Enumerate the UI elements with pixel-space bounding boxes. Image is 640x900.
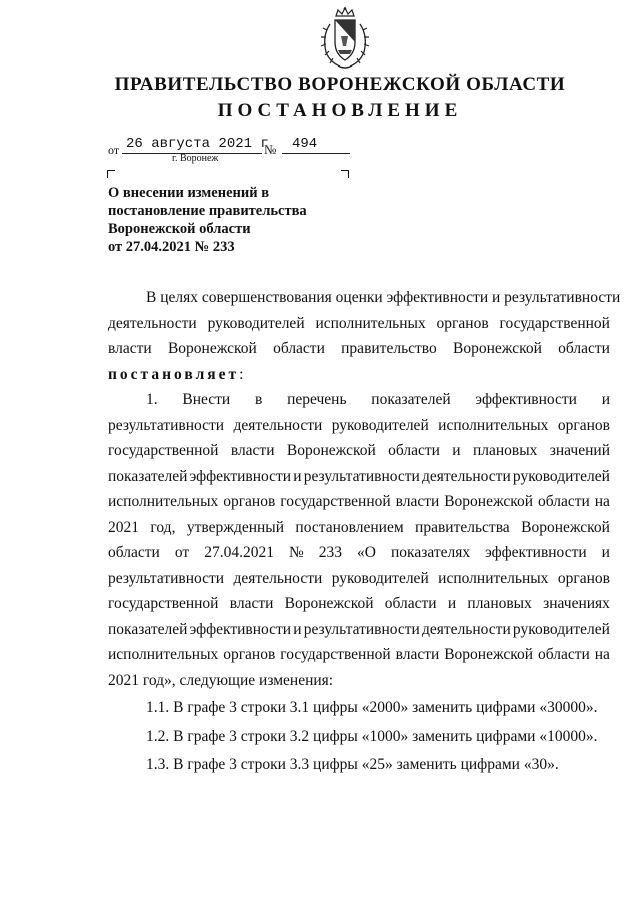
word: руководителей: [331, 416, 429, 434]
word: области: [538, 646, 590, 663]
subject-bracket-left: [107, 170, 115, 178]
word: и: [293, 620, 302, 638]
word: области: [538, 493, 590, 510]
word: исполнительных: [438, 416, 549, 434]
resolves-line: [108, 362, 610, 388]
word: деятельности: [422, 467, 511, 485]
word: 27.04.2021: [204, 544, 274, 561]
word: и: [447, 595, 457, 612]
item-line: [108, 464, 610, 490]
date-prefix: от: [108, 143, 120, 157]
word: на: [594, 493, 610, 510]
word: государственной: [499, 314, 610, 332]
word: правительство: [341, 340, 437, 357]
word: Внести: [182, 391, 231, 408]
word: и: [293, 467, 302, 485]
word: Воронежской: [444, 646, 534, 663]
document-date: 26 августа 2021 г: [126, 136, 269, 152]
preamble-line: В целях совершенствования оценки эффективности и результативности: [146, 289, 621, 306]
subject-line: от 27.04.2021 № 233: [108, 239, 235, 255]
word: год,: [150, 518, 176, 536]
word: исполнительных: [108, 493, 219, 510]
item-line: [108, 642, 610, 668]
item-line: [108, 617, 610, 643]
word: эффективности: [485, 544, 587, 561]
word: власти: [395, 493, 440, 510]
word: №: [288, 544, 304, 561]
word: Воронежской: [284, 595, 374, 612]
word: от: [174, 544, 190, 561]
word: в: [254, 391, 263, 408]
word: органов: [223, 646, 276, 663]
preamble-line: [108, 311, 610, 337]
item-line: [108, 413, 610, 439]
word: значениях: [543, 595, 610, 612]
word: перечень: [287, 391, 347, 408]
word: деятельности: [108, 314, 197, 332]
item-line: [108, 540, 610, 566]
word: результативности: [108, 569, 225, 587]
word: власти: [395, 646, 440, 663]
subject-line: Воронежской области: [108, 221, 251, 237]
word: руководителей: [512, 467, 610, 485]
word: плановых: [467, 595, 532, 612]
subitem-line: 1.3. В графе 3 строки 3.3 цифры «25» заменить цифрами «30».: [146, 756, 559, 773]
item-line: 2021 год», следующие изменения:: [108, 671, 334, 689]
organization-title: ПРАВИТЕЛЬСТВО ВОРОНЕЖСКОЙ ОБЛАСТИ: [114, 74, 566, 95]
word: Воронежской: [167, 340, 257, 357]
resolves-suffix: :: [239, 365, 244, 383]
word: результативности: [303, 620, 420, 638]
word: области: [558, 340, 610, 357]
word: «О: [357, 544, 376, 561]
word: плановых: [472, 442, 538, 459]
word: 2021: [108, 518, 139, 536]
word: эффективности: [189, 467, 292, 485]
item-line: [108, 515, 610, 541]
document-subject: [108, 184, 368, 256]
word: показателях: [391, 544, 471, 561]
document-city: г. Воронеж: [172, 153, 219, 164]
word: утвержденный: [186, 518, 285, 536]
word: Воронежской: [444, 493, 534, 510]
word: и: [601, 544, 610, 561]
subitem-line: 1.2. В графе 3 строки 3.2 цифры «1000» заменить цифрами «10000».: [146, 728, 598, 745]
word: исполнительных: [315, 314, 426, 332]
word: показателей: [108, 620, 188, 638]
word: государственной: [280, 646, 391, 663]
word: результативности: [108, 416, 225, 434]
word: эффективности: [189, 620, 292, 638]
word: области: [388, 442, 440, 459]
subitem-line: 1.1. В графе 3 строки 3.1 цифры «2000» заменить цифрами «30000».: [146, 699, 598, 716]
word: власти: [108, 340, 152, 357]
subject-bracket-right: [341, 170, 349, 178]
word: органов: [223, 493, 276, 510]
subject-line: О внесении изменений в: [108, 185, 270, 201]
word: и: [452, 442, 461, 459]
resolves-word: постановляет: [108, 365, 240, 383]
word: области: [108, 544, 160, 561]
item-line: [108, 591, 610, 617]
word: руководителей: [331, 569, 429, 587]
document-type-title: ПОСТАНОВЛЕНИЕ: [217, 100, 463, 121]
word: исполнительных: [108, 646, 219, 663]
word: государственной: [108, 442, 219, 459]
word: на: [594, 646, 610, 663]
document-number: 494: [292, 136, 318, 152]
word: руководителей: [207, 314, 305, 332]
word: показателей: [108, 467, 188, 485]
word: области: [384, 595, 437, 612]
word: значений: [549, 442, 610, 459]
word: 233: [318, 544, 343, 561]
word: государственной: [280, 493, 391, 510]
word: постановлением: [295, 518, 404, 536]
word: показателей: [371, 391, 451, 408]
word: исполнительных: [438, 569, 549, 587]
word: эффективности: [475, 391, 577, 408]
word: органов: [436, 314, 489, 332]
word: власти: [230, 442, 275, 459]
word: власти: [229, 595, 274, 612]
item-line: [108, 387, 610, 413]
word: Воронежской: [453, 340, 542, 357]
word: Воронежской: [521, 518, 610, 536]
word: органов: [557, 416, 610, 434]
document-meta: [108, 136, 368, 160]
preamble-line: [108, 336, 610, 362]
item-line: [108, 438, 610, 464]
word: органов: [557, 569, 610, 587]
word: деятельности: [233, 416, 323, 434]
word: области: [273, 340, 325, 357]
document-body: [108, 285, 621, 779]
subject-line: постановление правительства: [108, 203, 307, 219]
item-line: [108, 566, 610, 592]
word: Воронежской: [286, 442, 376, 459]
word: и: [601, 391, 610, 408]
word: руководителей: [512, 620, 610, 638]
word: государственной: [108, 595, 219, 612]
word: правительства: [415, 518, 510, 536]
word: деятельности: [422, 620, 511, 638]
number-underline: [282, 153, 350, 154]
word: 1.: [146, 391, 158, 408]
number-prefix: №: [264, 142, 277, 157]
coat-of-arms-icon: [316, 6, 374, 72]
word: деятельности: [233, 569, 323, 587]
item-line: [108, 489, 610, 515]
word: результативности: [303, 467, 420, 485]
